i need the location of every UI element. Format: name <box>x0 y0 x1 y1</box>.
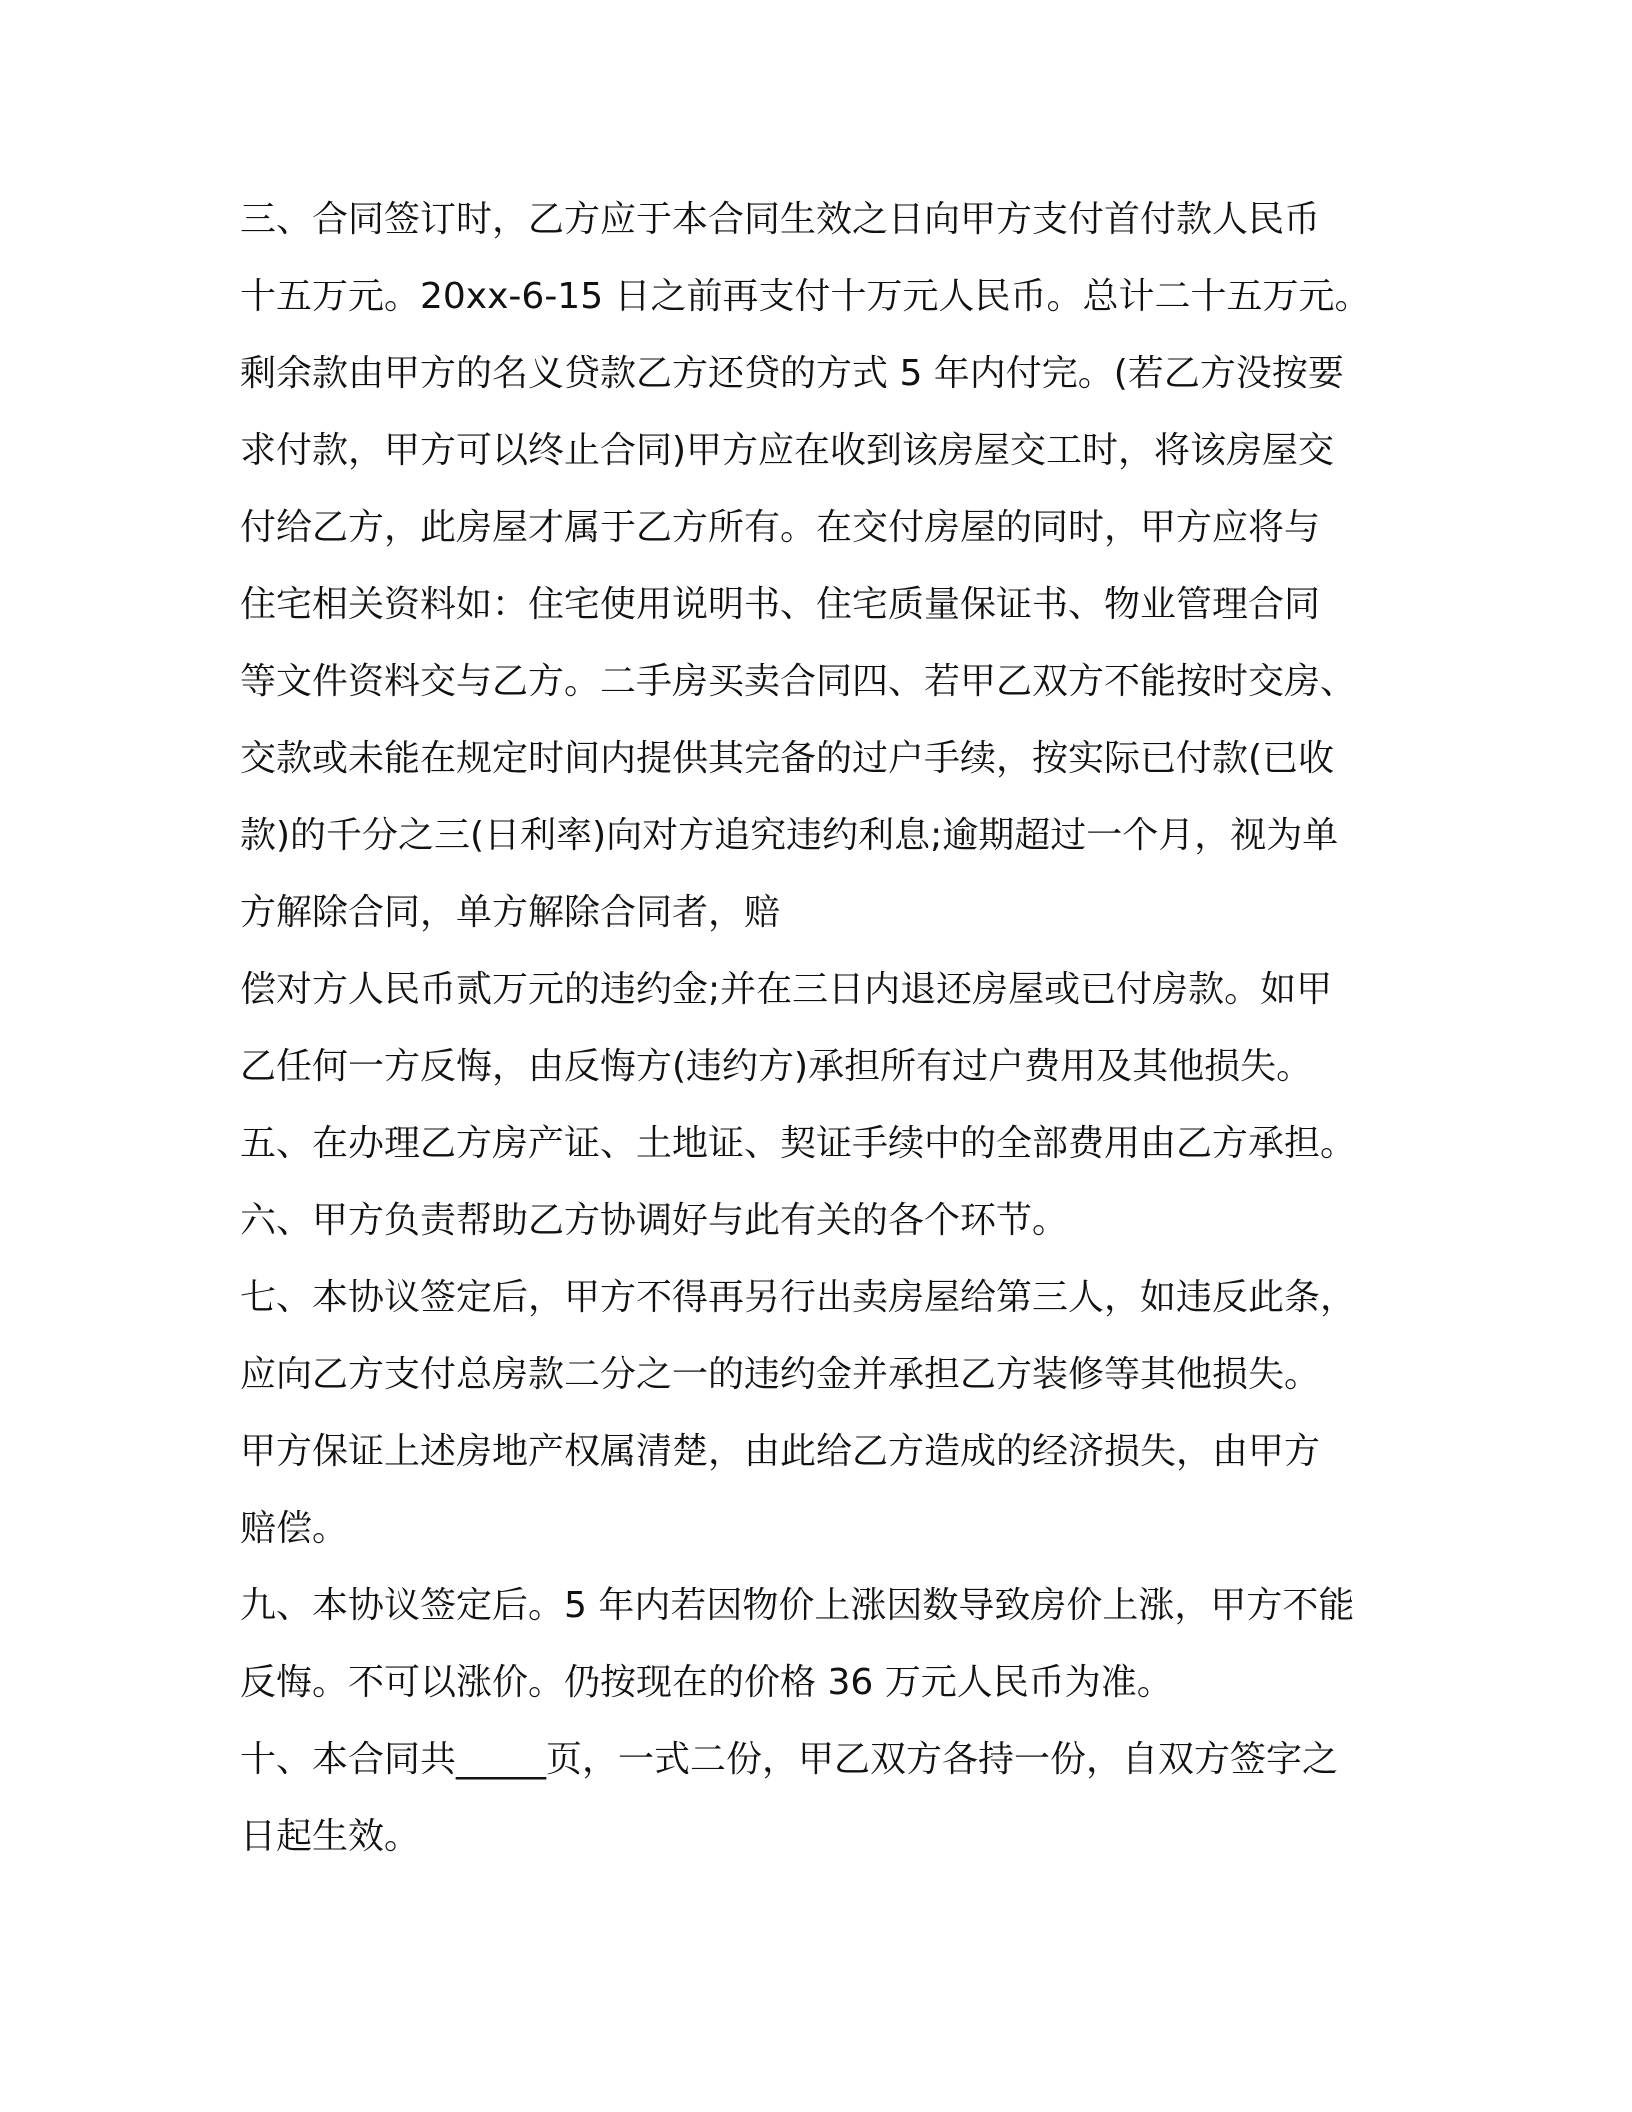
text-line: 日起生效。 <box>240 1816 421 1857</box>
text-line: 反悔。不可以涨价。仍按现在的价格 36 万元人民币为准。 <box>240 1662 1173 1703</box>
text-line: 交款或未能在规定时间内提供其完备的过户手续，按实际已付款(已收 <box>240 738 1335 779</box>
text-line: 七、本协议签定后，甲方不得再另行出卖房屋给第三人，如违反此条， <box>240 1277 1357 1318</box>
text-line: 赔偿。 <box>240 1508 349 1549</box>
text-line: 偿对方人民币贰万元的违约金;并在三日内退还房屋或已付房款。如甲 <box>240 969 1333 1010</box>
text-line: 剩余款由甲方的名义贷款乙方还贷的方式 5 年内付完。(若乙方没按要 <box>240 353 1344 394</box>
text-line: 求付款，甲方可以终止合同)甲方应在收到该房屋交工时，将该房屋交 <box>240 430 1335 471</box>
text-line: 甲方保证上述房地产权属清楚，由此给乙方造成的经济损失，由甲方 <box>240 1431 1321 1472</box>
text-line: 五、在办理乙方房产证、土地证、契证手续中的全部费用由乙方承担。 <box>240 1123 1357 1164</box>
contract-text-body <box>240 190 1460 1884</box>
text-line: 六、甲方负责帮助乙方协调好与此有关的各个环节。 <box>240 1200 1069 1241</box>
text-line: 住宅相关资料如：住宅使用说明书、住宅质量保证书、物业管理合同 <box>240 584 1321 625</box>
text-line: 十五万元。20xx-6-15 日之前再支付十万元人民币。总计二十五万元。 <box>240 276 1371 317</box>
text-line: 九、本协议签定后。5 年内若因物价上涨因数导致房价上涨，甲方不能 <box>240 1585 1355 1626</box>
text-line: 十、本合同共_____页，一式二份，甲乙双方各持一份，自双方签字之 <box>240 1739 1339 1780</box>
text-line: 乙任何一方反悔，由反悔方(违约方)承担所有过户费用及其他损失。 <box>240 1046 1313 1087</box>
text-line: 方解除合同，单方解除合同者，赔 <box>240 892 781 933</box>
text-line: 款)的千分之三(日利率)向对方追究违约利息;逾期超过一个月，视为单 <box>240 815 1339 856</box>
text-line: 应向乙方支付总房款二分之一的违约金并承担乙方装修等其他损失。 <box>240 1354 1321 1395</box>
text-line: 付给乙方，此房屋才属于乙方所有。在交付房屋的同时，甲方应将与 <box>240 507 1321 548</box>
text-line: 三、合同签订时，乙方应于本合同生效之日向甲方支付首付款人民币 <box>240 199 1321 240</box>
text-line: 等文件资料交与乙方。二手房买卖合同四、若甲乙双方不能按时交房、 <box>240 661 1357 702</box>
